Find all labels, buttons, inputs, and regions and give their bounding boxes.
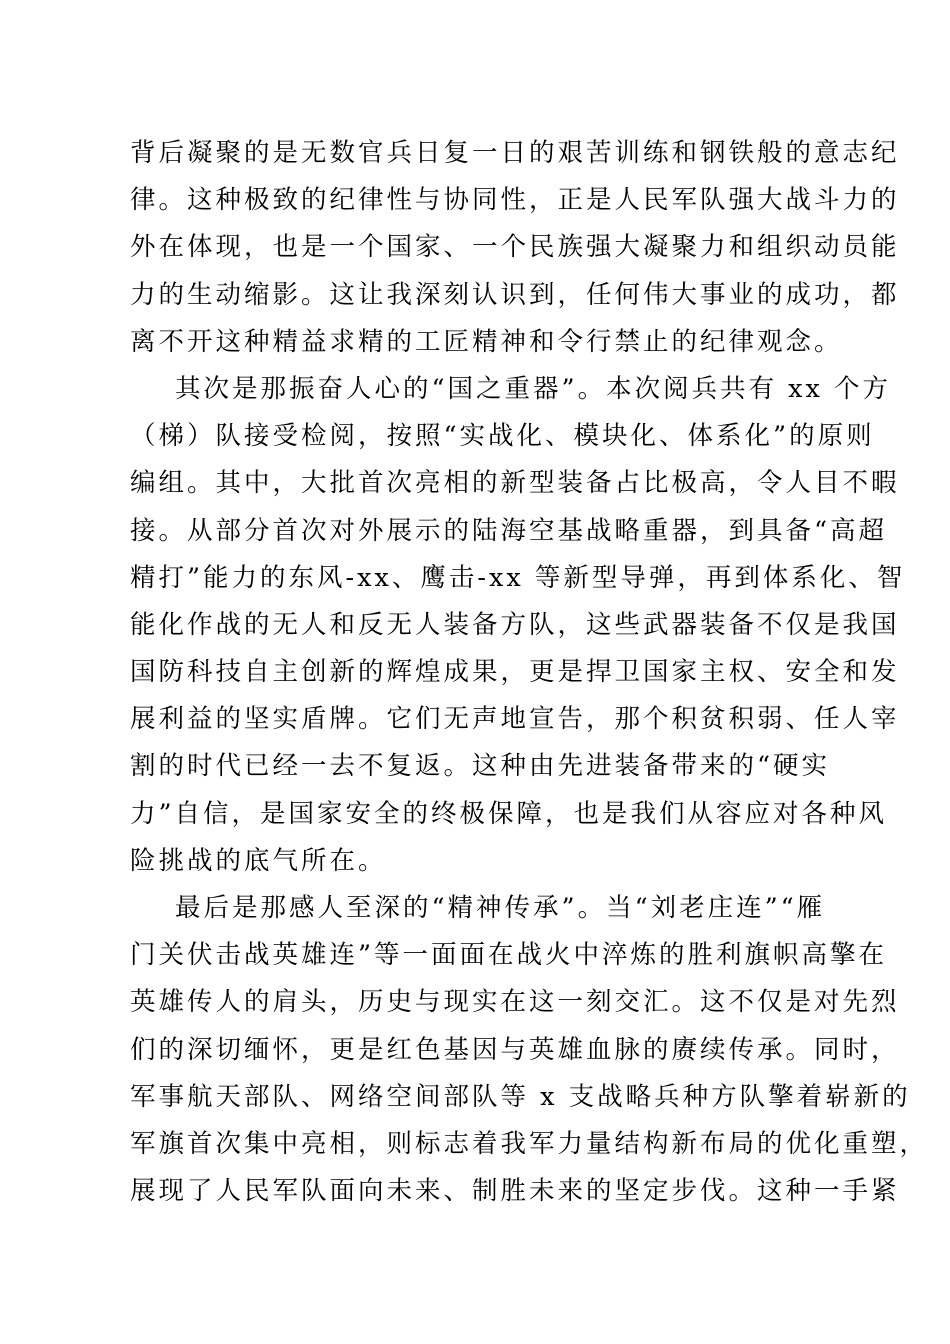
text-line: 英雄传人的肩头，历史与现实在这一刻交汇。这不仅是对先烈: [130, 987, 900, 1018]
text-line: 精打”能力的东风-xx、鹰击-xx 等新型导弹，再到体系化、智: [130, 562, 906, 593]
text-line: 割的时代已经一去不复返。这种由先进装备带来的“硬实: [130, 751, 831, 782]
text-line: 门关伏击战英雄连”等一面面在战火中淬炼的胜利旗帜高擎在: [130, 940, 888, 971]
text-line: 险挑战的底气所在。: [130, 845, 387, 876]
text-line: 展利益的坚实盾牌。它们无声地宣告，那个积贫积弱、任人宰: [130, 704, 900, 735]
text-line: 外在体现，也是一个国家、一个民族强大凝聚力和组织动员能: [130, 232, 900, 263]
text-line: 军旗首次集中亮相，则标志着我军力量结构新布局的优化重塑，: [130, 1128, 929, 1159]
text-line: 背后凝聚的是无数官兵日复一日的艰苦训练和钢铁般的意志纪: [130, 138, 900, 168]
text-line: 力的生动缩影。这让我深刻认识到，任何伟大事业的成功，都: [130, 279, 900, 310]
text-line: 接。从部分首次对外展示的陆海空基战略重器，到具备“高超: [130, 515, 888, 546]
text-line: 离不开这种精益求精的工匠精神和令行禁止的纪律观念。: [130, 326, 843, 357]
text-line: 编组。其中，大批首次亮相的新型装备占比极高，令人目不暇: [130, 468, 900, 499]
paragraph-3: [130, 885, 929, 1215]
text-line: 展现了人民军队面向未来、制胜未来的坚定步伐。这种一手紧: [130, 1176, 900, 1207]
paragraph-2: [130, 366, 906, 885]
text-line: 军事航天部队、网络空间部队等 x 支战略兵种方队擎着崭新的: [130, 1081, 911, 1112]
text-line: 国防科技自主创新的辉煌成果，更是捍卫国家主权、安全和发: [130, 657, 900, 688]
text-line-first: 其次是那振奋人心的“国之重器”。本次阅兵共有 xx 个方: [175, 373, 892, 404]
text-line: （梯）队接受检阅，按照“实战化、模块化、体系化”的原则: [130, 421, 875, 452]
document-body: [130, 130, 929, 1215]
text-line: 力”自信，是国家安全的终极保障，也是我们从容应对各种风: [130, 798, 888, 829]
text-line-first: 最后是那感人至深的“精神传承”。当“刘老庄连”“雁: [175, 893, 826, 923]
text-line: 律。这种极致的纪律性与协同性，正是人民军队强大战斗力的: [130, 185, 900, 216]
text-line: 能化作战的无人和反无人装备方队，这些武器装备不仅是我国: [130, 609, 900, 640]
text-line: 们的深切缅怀，更是红色基因与英雄血脉的赓续传承。同时，: [130, 1034, 900, 1065]
paragraph-1: [130, 130, 900, 366]
